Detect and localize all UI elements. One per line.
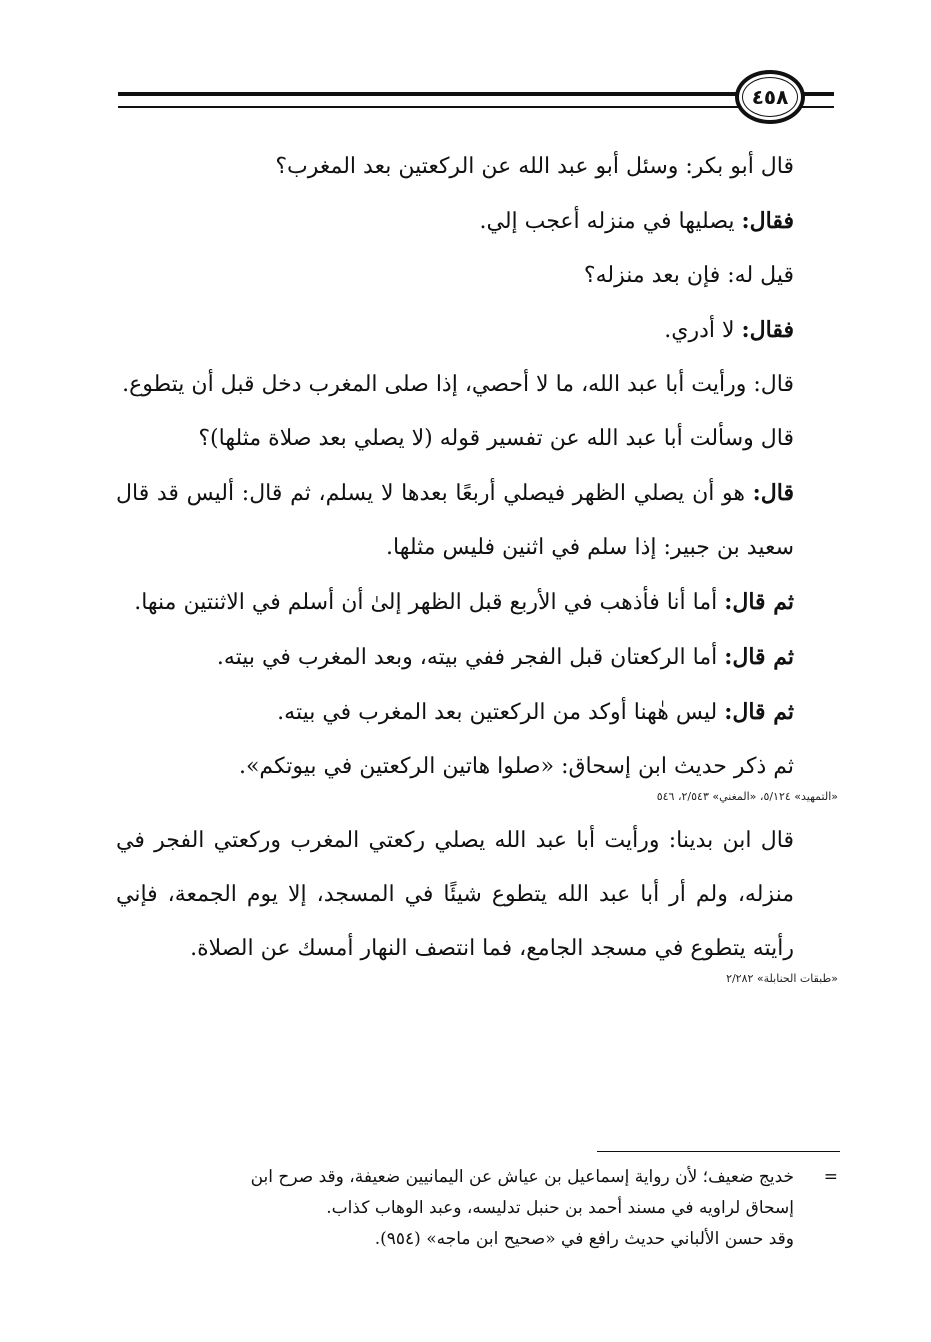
paragraph-text: أما أنا فأذهب في الأربع قبل الظهر إلىٰ أن أسلم في الاثنتين منها. <box>134 590 725 615</box>
header-rule <box>118 92 738 108</box>
footnote-text: إسحاق لراويه في مسند أحمد بن حنبل تدليسه، وعبد الوهاب كذاب. <box>326 1198 794 1218</box>
footnote-line <box>116 1224 838 1255</box>
paragraph <box>116 740 838 794</box>
paragraph-text: قال: ورأيت أبا عبد الله، ما لا أحصي، إذا صلى المغرب دخل قبل أن يتطوع. <box>122 372 794 397</box>
page-number: ٤٥٨ <box>751 85 789 109</box>
paragraph-text: قال أبو بكر: وسئل أبو عبد الله عن الركعتين بعد المغرب؟ <box>275 154 794 179</box>
paragraph-text: ليس هٰهنا أوكد من الركعتين بعد المغرب في بيته. <box>277 700 725 725</box>
header-rule-short <box>802 92 834 108</box>
speaker-label: فقال: <box>741 208 794 234</box>
paragraph <box>116 814 838 976</box>
paragraph <box>116 575 838 630</box>
paragraph <box>116 466 838 575</box>
paragraph <box>116 303 838 358</box>
speaker-label: قال: <box>752 480 794 506</box>
speaker-label: ثم قال: <box>724 699 794 725</box>
speaker-label: ثم قال: <box>724 589 794 615</box>
reference-citation: «طبقات الحنابلة» ٢/٢٨٢ <box>726 972 838 985</box>
paragraph <box>116 140 838 194</box>
main-text <box>116 140 838 996</box>
paragraph <box>116 412 838 466</box>
paragraph <box>116 685 838 740</box>
footnote-line <box>116 1193 838 1224</box>
footnote-text: خديج ضعيف؛ لأن رواية إسماعيل بن عياش عن اليمانيين ضعيفة، وقد صرح ابن <box>250 1167 794 1187</box>
paragraph <box>116 194 838 249</box>
footnote-separator <box>597 1151 840 1152</box>
paragraph-text: هو أن يصلي الظهر فيصلي أربعًا بعدها لا يسلم، ثم قال: أليس قد قال سعيد بن جبير: إذا سلم في اثنين فليس مثلها. <box>116 481 794 560</box>
reference-citation: «التمهيد» ٥/١٢٤، «المغني» ٢/٥٤٣، ٥٤٦ <box>656 790 838 803</box>
paragraph-text: قيل له: فإن بعد منزله؟ <box>583 263 794 288</box>
paragraph-text: يصليها في منزله أعجب إلي. <box>479 209 742 234</box>
paragraph <box>116 358 838 412</box>
speaker-label: ثم قال: <box>724 644 794 670</box>
paragraph-text: قال وسألت أبا عبد الله عن تفسير قوله (لا يصلي بعد صلاة مثلها)؟ <box>198 426 794 451</box>
footnote <box>116 1162 838 1255</box>
paragraph <box>116 249 838 303</box>
footnote-continuation-marker: = <box>823 1167 838 1187</box>
paragraph <box>116 630 838 685</box>
footnote-text: وقد حسن الألباني حديث رافع في «صحيح ابن ماجه» (٩٥٤). <box>374 1229 794 1249</box>
page-number-badge <box>735 70 805 124</box>
paragraph-text: قال ابن بدينا: ورأيت أبا عبد الله يصلي ركعتي المغرب وركعتي الفجر في منزله، ولم أر أبا عبد الله يتطوع شيئًا في المسجد، إلا يوم الجمعة، فإني رأيته يتطوع في مسجد الجامع، فما انتصف النهار أمسك عن الصلاة. <box>116 828 794 961</box>
paragraph-text: أما الركعتان قبل الفجر ففي بيته، وبعد المغرب في بيته. <box>216 645 725 670</box>
paragraph-text: ثم ذكر حديث ابن إسحاق: «صلوا هاتين الركعتين في بيوتكم». <box>238 754 794 779</box>
speaker-label: فقال: <box>741 317 794 343</box>
footnote-line <box>116 1162 838 1193</box>
paragraph-text: لا أدري. <box>664 318 742 343</box>
